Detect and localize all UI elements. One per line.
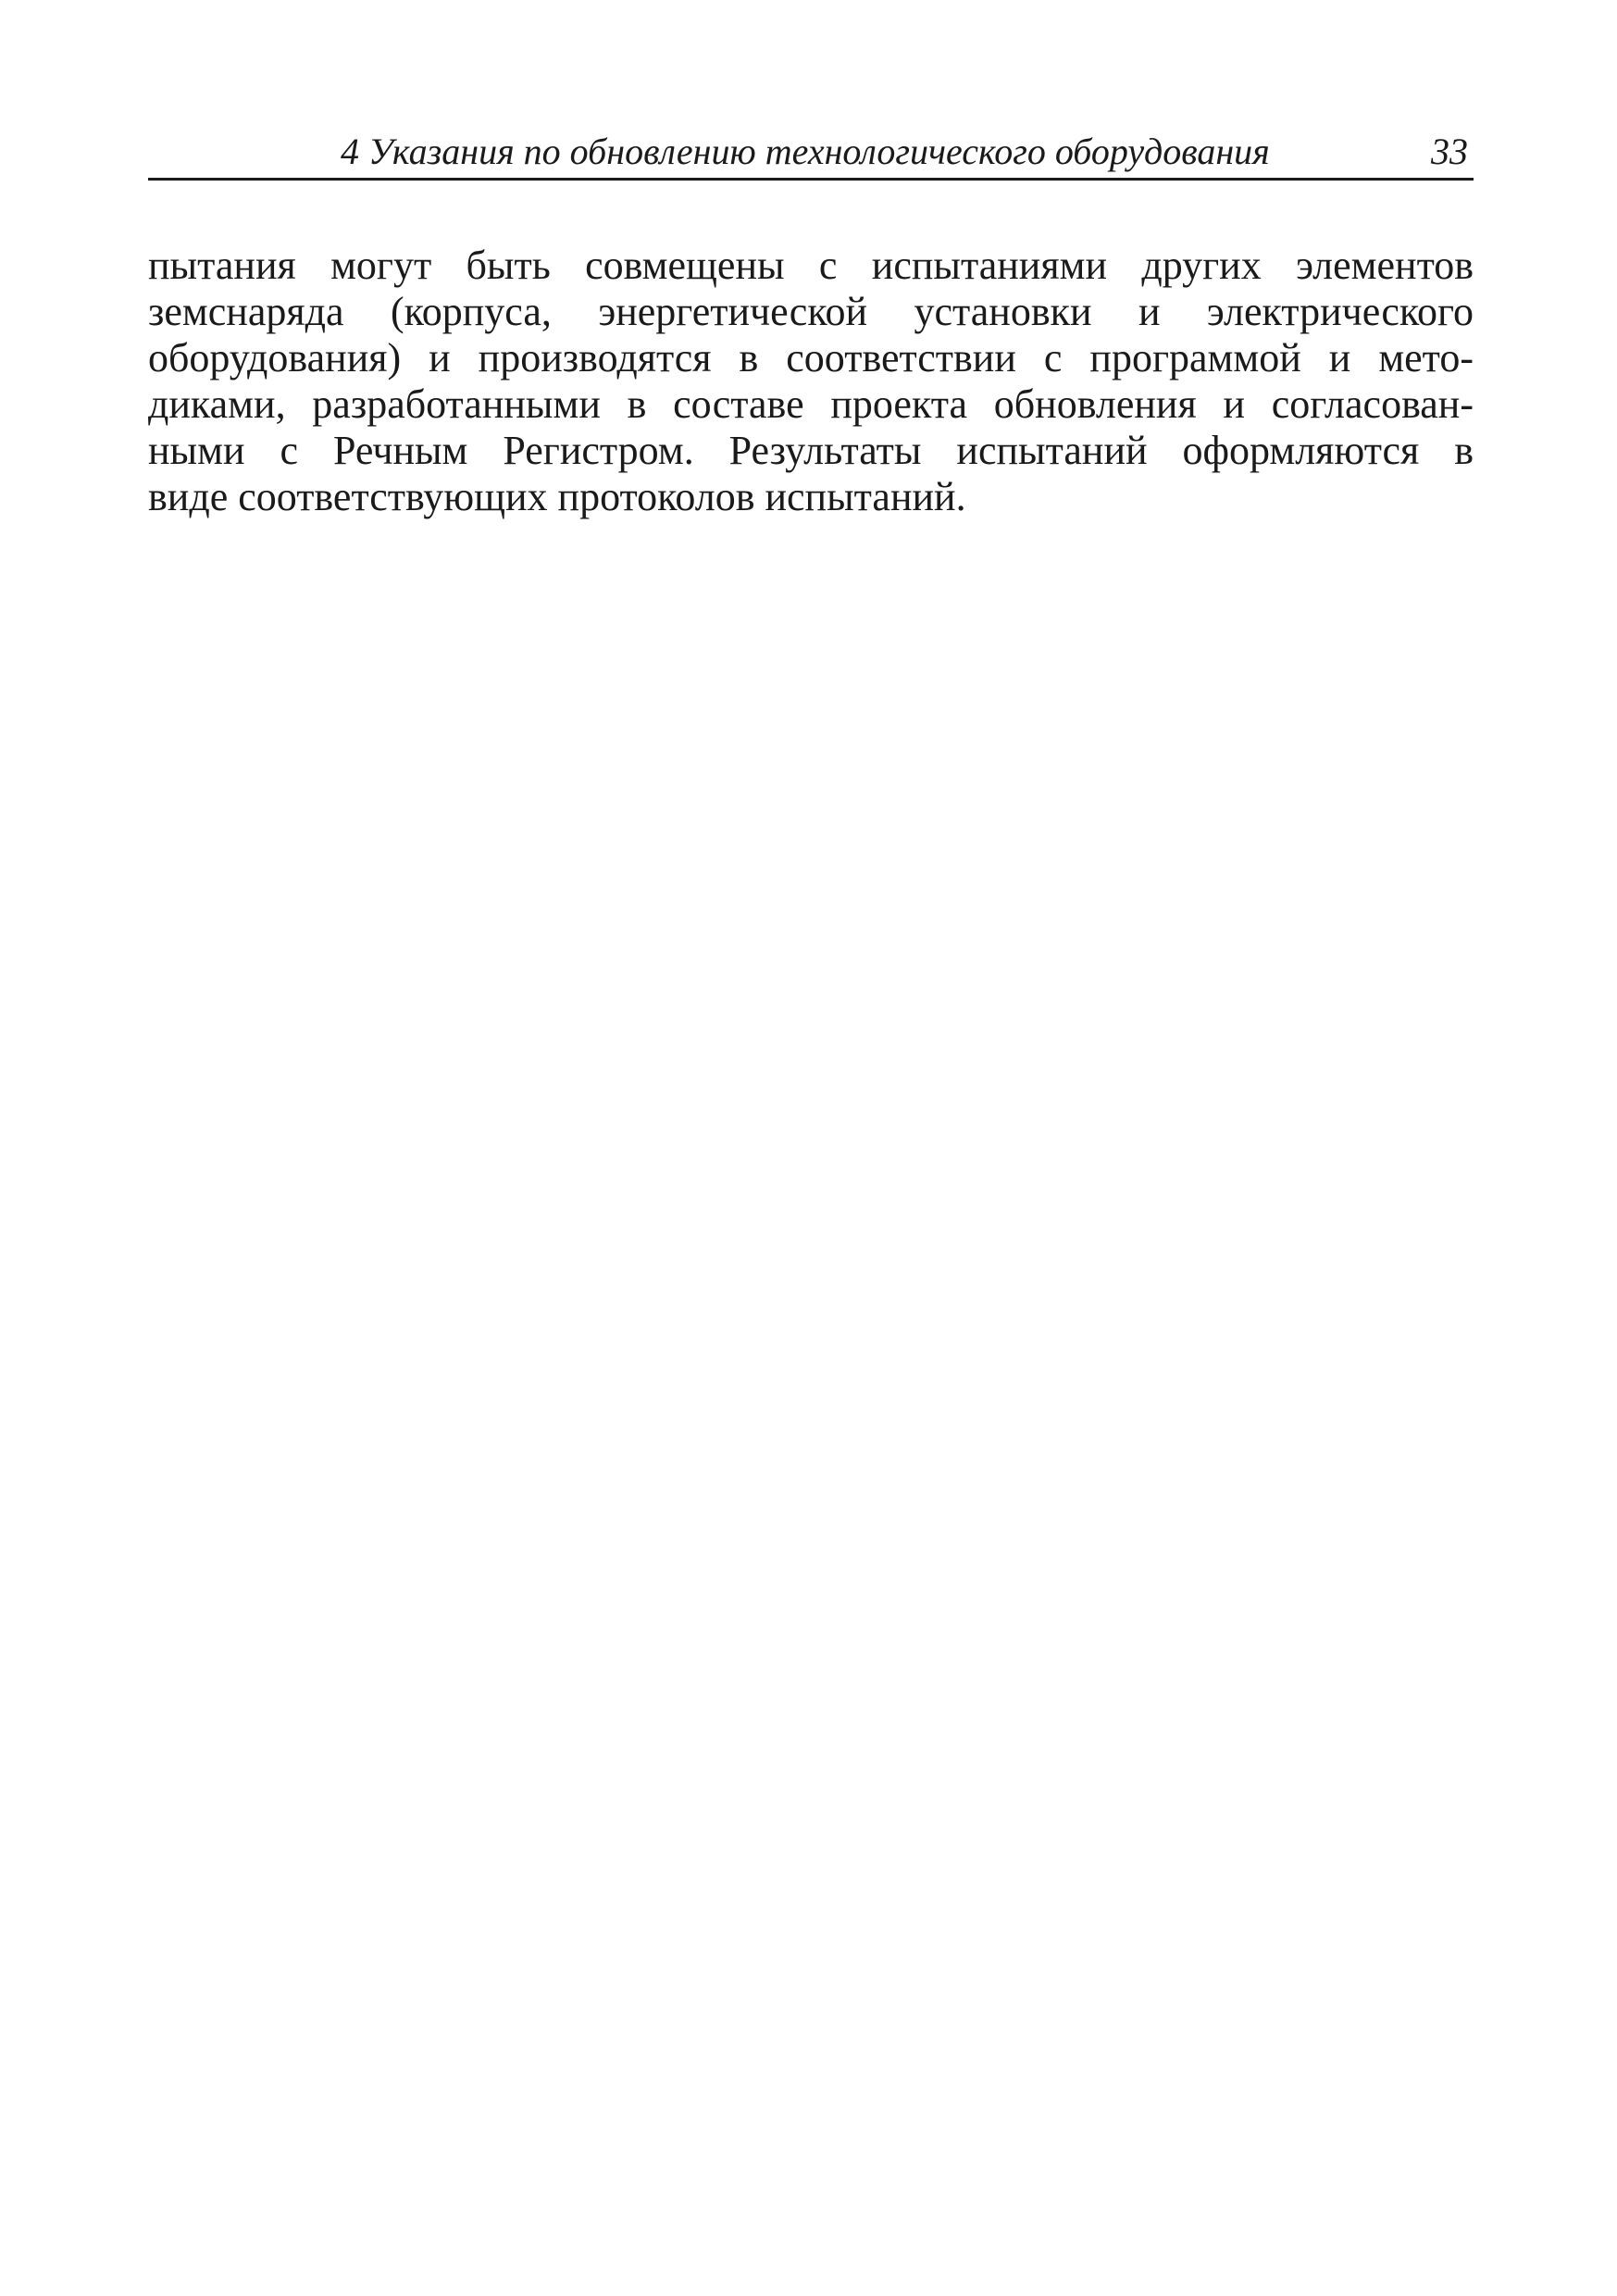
paragraph-line: пытания могут быть совмещены с испытаниями других элементов xyxy=(148,243,1474,288)
paragraph-line: ными с Речным Регистром. Результаты испытаний оформляются в xyxy=(148,428,1474,473)
paragraph-line: виде соответствующих протоколов испытаний. xyxy=(148,474,966,519)
page-number: 33 xyxy=(1431,131,1468,172)
paragraph-line: земснаряда (корпуса, энергетической установки и электрического xyxy=(148,289,1474,334)
body-paragraph xyxy=(148,243,1474,520)
paragraph-line: диками, разработанными в составе проекта обновления и согласован- xyxy=(148,381,1474,427)
running-title: 4 Указания по обновлению технологического оборудования xyxy=(341,131,1270,172)
running-header xyxy=(148,130,1474,181)
paragraph-line: оборудования) и производятся в соответствии с программой и мето- xyxy=(148,335,1474,381)
